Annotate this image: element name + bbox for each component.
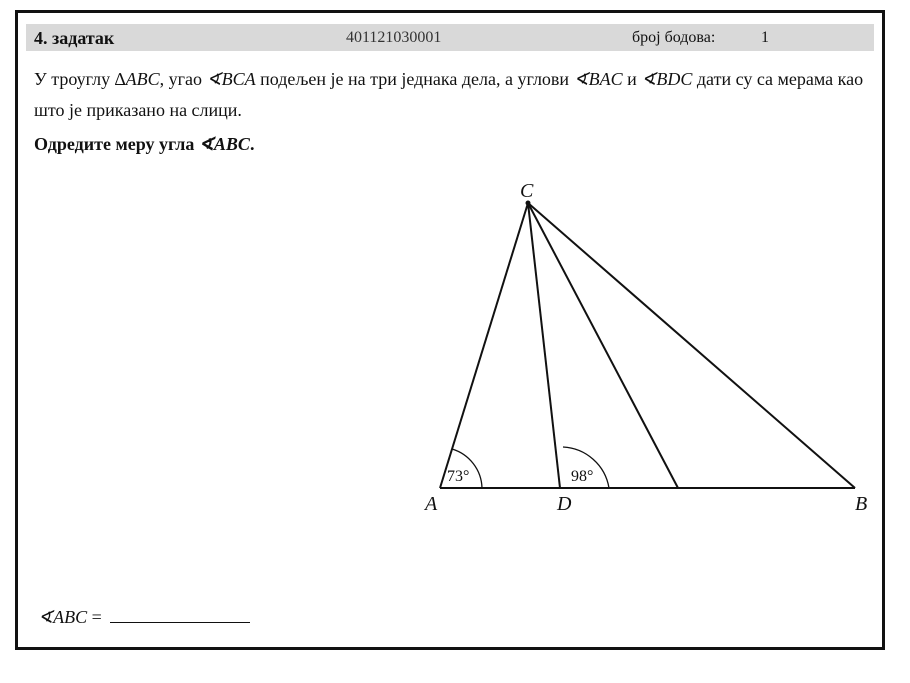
angle-a-value: 73° [447,468,470,485]
points-label: број бодова: [632,29,716,46]
segment-ce [528,203,678,488]
question-angle: ∢ABC [198,134,250,154]
text-part: У троуглу [34,69,115,89]
text-part: дати су са мерама као што је приказано на слици. [34,69,864,120]
question-period: . [249,134,255,154]
angle-bac: ∢BAC [573,69,623,89]
triangle-symbol: ∆ABC [114,69,160,89]
question-text: Одредите меру угла [34,134,199,154]
side-bc [528,203,855,488]
task-number: 4. задатак [34,28,115,48]
text-part: , угао [159,69,207,89]
segment-cd [528,203,560,488]
angle-bca: ∢BCA [206,69,256,89]
answer-label: ∢ABC [38,607,88,627]
answer-equals: = [91,607,102,627]
text-part: и [622,69,642,89]
label-a: A [425,493,438,515]
label-d: D [557,493,572,515]
angle-bdc: ∢BDC [641,69,693,89]
label-b: B [855,493,868,515]
points-value: 1 [761,29,769,46]
text-part: подељен је на три једнака дела, а углови [255,69,574,89]
angle-d-value: 98° [571,468,594,485]
side-ac [440,203,528,488]
label-c: C [520,180,534,202]
task-code: 401121030001 [346,29,442,46]
